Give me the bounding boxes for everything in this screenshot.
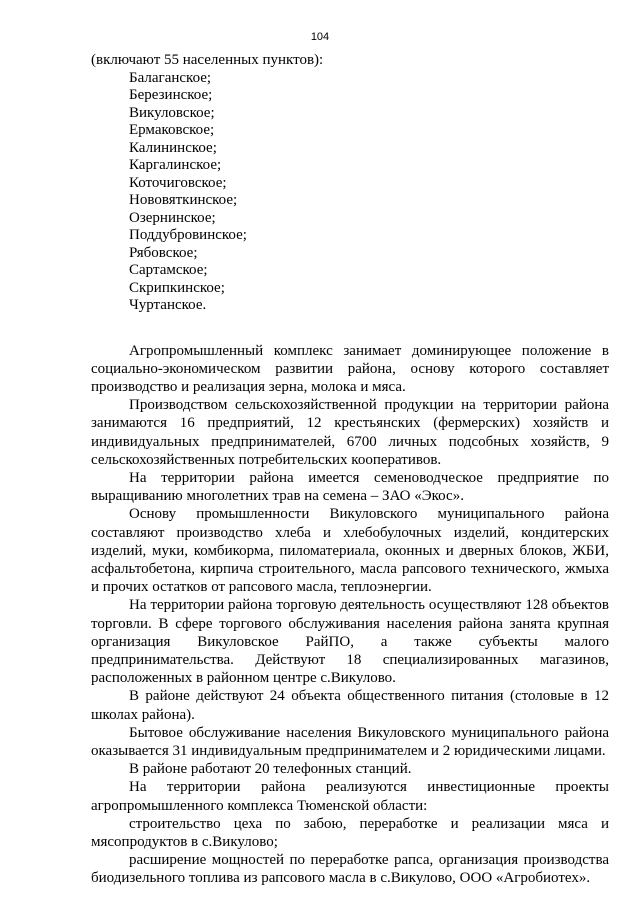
paragraph-project-rapeseed: расширение мощностей по переработке рапса, организация производства биодизельного топлива из рапсового масла в с.Викулово, ООО «Агробиотех». <box>91 852 609 887</box>
paragraph-telephone: В районе работают 20 телефонных станций. <box>129 761 412 778</box>
settlement-item: Викуловское; <box>129 104 215 121</box>
settlement-item: Березинское; <box>129 87 213 103</box>
settlement-list <box>91 70 609 315</box>
settlement-item: Поддубровинское; <box>129 227 247 243</box>
paragraph-consumer-services: Бытовое обслуживание населения Викуловского муниципального района оказывается 31 индивидуальным предпринимателем и 2 юридическими лицами. <box>91 724 609 759</box>
settlement-item: Чуртанское. <box>129 297 207 313</box>
paragraph-trade: На территории района торговую деятельность осуществляют 128 объектов торговли. В сфере торгового обслуживания населения района занята крупная организация Викуловское РайПО, а также субъекты малого предпринимательства. Действуют 18 специализированных магазинов, расположенных в районном центре с.Викулово. <box>91 597 609 687</box>
paragraph-catering: В районе действуют 24 объекта общественного питания (столовые в 12 школах района). <box>91 688 609 723</box>
settlement-item: Рябовское; <box>129 244 198 261</box>
document-body <box>91 52 609 888</box>
paragraph-industry: Основу промышленности Викуловского муниципального района составляют производство хлеба и хлебобулочных изделий, кондитерских изделий, муки, комбикорма, пиломатериала, оконных и дверных блоков, ЖБИ, асфальтобетона, кирпича строительного, масла рапсового технического, жмыха и прочих остатков от рапсового масла, теплоэнергии. <box>91 506 609 596</box>
paragraph-agro-complex: Агропромышленный комплекс занимает доминирующее положение в социально-экономическом развитии района, основу которого составляет производство и реализация зерна, молока и мяса. <box>91 342 609 395</box>
settlements-intro: (включают 55 населенных пунктов): <box>91 52 324 68</box>
paragraph-investment: На территории района реализуются инвестиционные проекты агропромышленного комплекса Тюменской области: <box>91 779 609 814</box>
settlement-item: Калининское; <box>129 139 217 156</box>
settlement-item: Балаганское; <box>129 69 212 86</box>
paragraph-project-meat: строительство цеха по забою, переработке и реализации мяса и мясопродуктов в с.Викулово; <box>91 815 609 850</box>
paragraph-agri-production: Производством сельскохозяйственной продукции на территории района занимаются 16 предприятий, 12 крестьянских (фермерских) хозяйств и индивидуальных предпринимателей, 6700 личных подсобных хозяйств, 9 сельскохозяйственных потребительских кооперативов. <box>91 397 609 468</box>
settlement-item: Озернинское; <box>129 209 216 226</box>
settlement-item: Сартамское; <box>129 262 208 278</box>
settlement-item: Нововяткинское; <box>129 192 238 208</box>
body-paragraphs <box>91 342 609 888</box>
settlement-item: Скрипкинское; <box>129 279 225 296</box>
settlement-item: Каргалинское; <box>129 157 222 173</box>
settlement-item: Коточиговское; <box>129 174 227 191</box>
paragraph-seed-enterprise: На территории района имеется семеноводческое предприятие по выращиванию многолетних трав на семена – ЗАО «Экос». <box>91 469 609 505</box>
settlement-item: Ермаковское; <box>129 122 215 138</box>
page-number: 104 <box>310 31 330 43</box>
